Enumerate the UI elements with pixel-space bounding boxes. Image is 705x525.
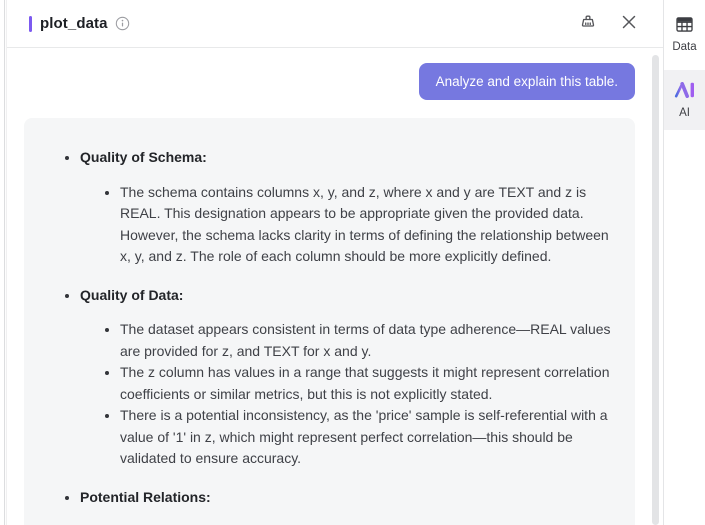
ai-analysis-card (24, 118, 635, 525)
title-accent-bar (29, 16, 32, 32)
right-sidebar (663, 0, 705, 525)
chat-content (7, 48, 663, 525)
ai-chat-panel (7, 0, 663, 525)
broom-clear-icon (578, 12, 598, 35)
analysis-bullet: • The schema contains columns x, y, and z, where x and y are TEXT and z is REAL. This designation appears to be appropriate given the provided data. However, the schema lacks clarity in terms of defining the relationship between x, y, and z. The role of each column should be more explicitly defined. (120, 182, 621, 268)
section-heading: Quality of Data: (80, 286, 184, 303)
close-panel-button[interactable] (619, 12, 639, 35)
analysis-list (24, 147, 621, 508)
close-icon (621, 14, 637, 33)
analysis-bullet: • The dataset appears consistent in terms of data type adherence—REAL values are provided for z, and TEXT for x and y. (120, 319, 621, 362)
user-message-bubble: Analyze and explain this table. (419, 63, 635, 100)
section-heading: Potential Relations: (80, 488, 211, 505)
sidebar-tab-data[interactable] (664, 5, 705, 65)
section-heading: Quality of Schema: (80, 149, 207, 165)
user-message-row (24, 63, 635, 100)
sidebar-tab-label: AI (679, 106, 690, 119)
analysis-bullet: • There is a potential inconsistency, as the 'price' sample is self-referential with a value of '1' in z, which might represent perfect correlation—this should be validated to ensure accuracy. (120, 405, 621, 470)
table-icon (676, 17, 693, 35)
info-icon[interactable] (115, 16, 130, 31)
clear-chat-button[interactable] (576, 10, 600, 37)
list-item (80, 147, 621, 268)
page-title: plot_data (40, 15, 108, 32)
panel-header (7, 0, 663, 48)
sidebar-tab-label: Data (672, 41, 697, 53)
ai-gradient-icon (674, 82, 696, 101)
list-item (80, 285, 621, 470)
vertical-scrollbar[interactable] (652, 55, 659, 525)
sidebar-tab-ai[interactable] (664, 70, 705, 130)
analysis-bullet: • The z column has values in a range that suggests it might represent correlation coefficients or similar metrics, but this is not explicitly stated. (120, 362, 621, 405)
list-item (80, 487, 621, 509)
